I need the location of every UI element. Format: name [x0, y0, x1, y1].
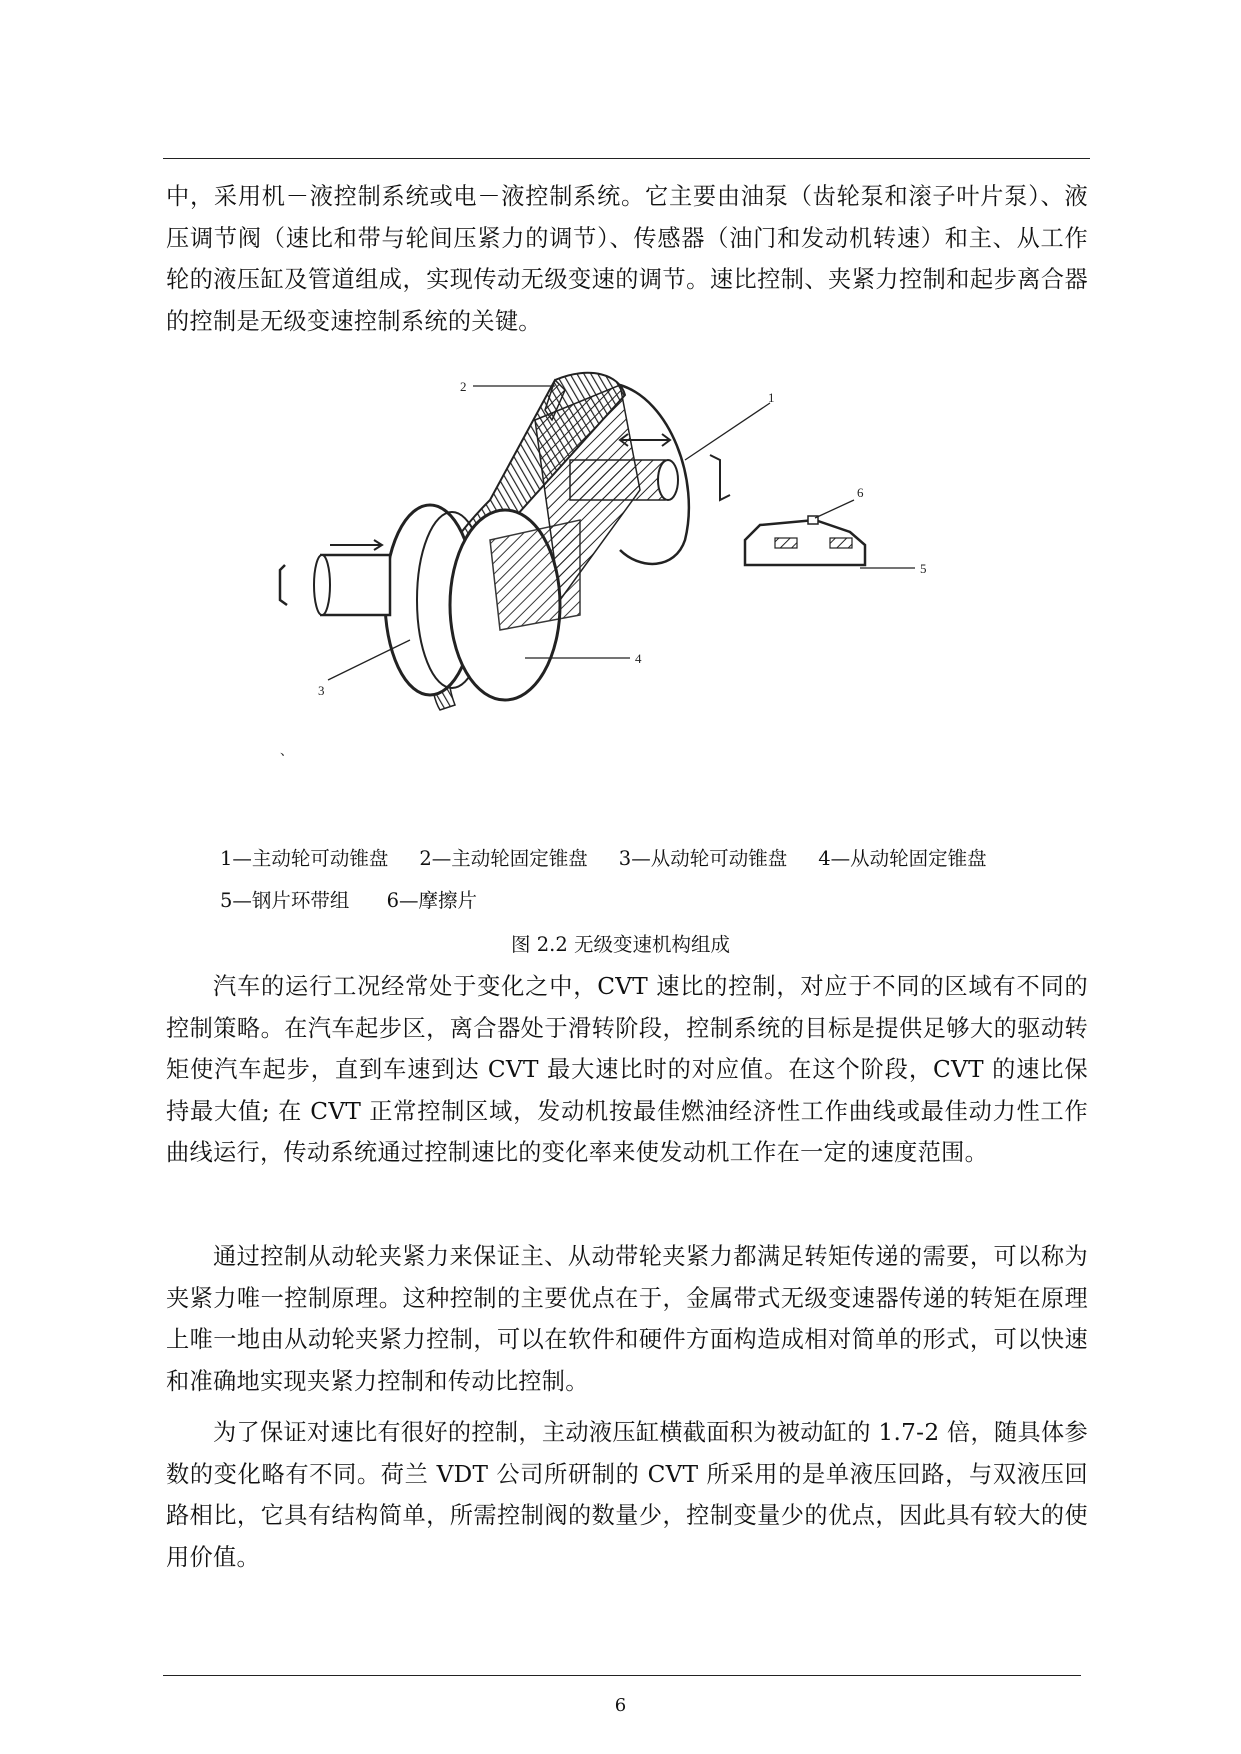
belt-section-detail	[745, 516, 865, 565]
header-rule	[163, 158, 1090, 159]
figure-label-4: 4	[635, 651, 642, 666]
figure-caption: 图 2.2 无级变速机构组成	[511, 933, 730, 956]
paragraph-2: 汽车的运行工况经常处于变化之中，CVT 速比的控制，对应于不同的区域有不同的控制策略。在汽车起步区，离合器处于滑转阶段，控制系统的目标是提供足够大的驱动转矩使汽车起步，直到车速到达 CVT 最大速比时的对应值。在这个阶段，CVT 的速比保持最大值; 在 CVT 正常控制区域，发动机按最佳燃油经济性工作曲线或最佳动力性工作曲线运行，传动系统通过控制速比的变化率来使发动机工作在一定的速度范围。	[166, 973, 1088, 1166]
stray-mark: 、	[280, 743, 294, 758]
figure-label-1: 1	[768, 390, 775, 405]
figure-label-5: 5	[920, 561, 927, 576]
figure-label-2: 2	[460, 379, 467, 394]
cvt-mechanism-figure	[280, 370, 1070, 810]
paragraph-3: 通过控制从动轮夹紧力来保证主、从动带轮夹紧力都满足转矩传递的需要，可以称为夹紧力唯一控制原理。这种控制的主要优点在于，金属带式无级变速器传递的转矩在原理上唯一地由从动轮夹紧力控制，可以在软件和硬件方面构造成相对简单的形式，可以快速和准确地实现夹紧力控制和传动比控制。	[166, 1243, 1088, 1395]
page-number: 6	[614, 1695, 627, 1716]
driven-pulley	[280, 505, 580, 700]
figure-legend-line-2: 5—钢片环带组 6—摩擦片	[220, 889, 478, 912]
footer-rule	[163, 1675, 1081, 1676]
paragraph-1: 中，采用机－液控制系统或电－液控制系统。它主要由油泵（齿轮泵和滚子叶片泵）、液压调节阀（速比和带与轮间压紧力的调节）、传感器（油门和发动机转速）和主、从工作轮的液压缸及管道组成，实现传动无级变速的调节。速比控制、夹紧力控制和起步离合器的控制是无级变速控制系统的关键。	[166, 183, 1088, 335]
figure-legend-line-1: 1—主动轮可动锥盘 2—主动轮固定锥盘 3—从动轮可动锥盘 4—从动轮固定锥盘	[220, 847, 987, 870]
figure-label-6: 6	[857, 485, 864, 500]
figure-label-3: 3	[318, 683, 325, 698]
paragraph-4: 为了保证对速比有很好的控制，主动液压缸横截面积为被动缸的 1.7-2 倍，随具体参数的变化略有不同。荷兰 VDT 公司所研制的 CVT 所采用的是单液压回路，与双液压回路相比，它具有结构简单，所需控制阀的数量少，控制变量少的优点，因此具有较大的使用价值。	[166, 1419, 1088, 1571]
